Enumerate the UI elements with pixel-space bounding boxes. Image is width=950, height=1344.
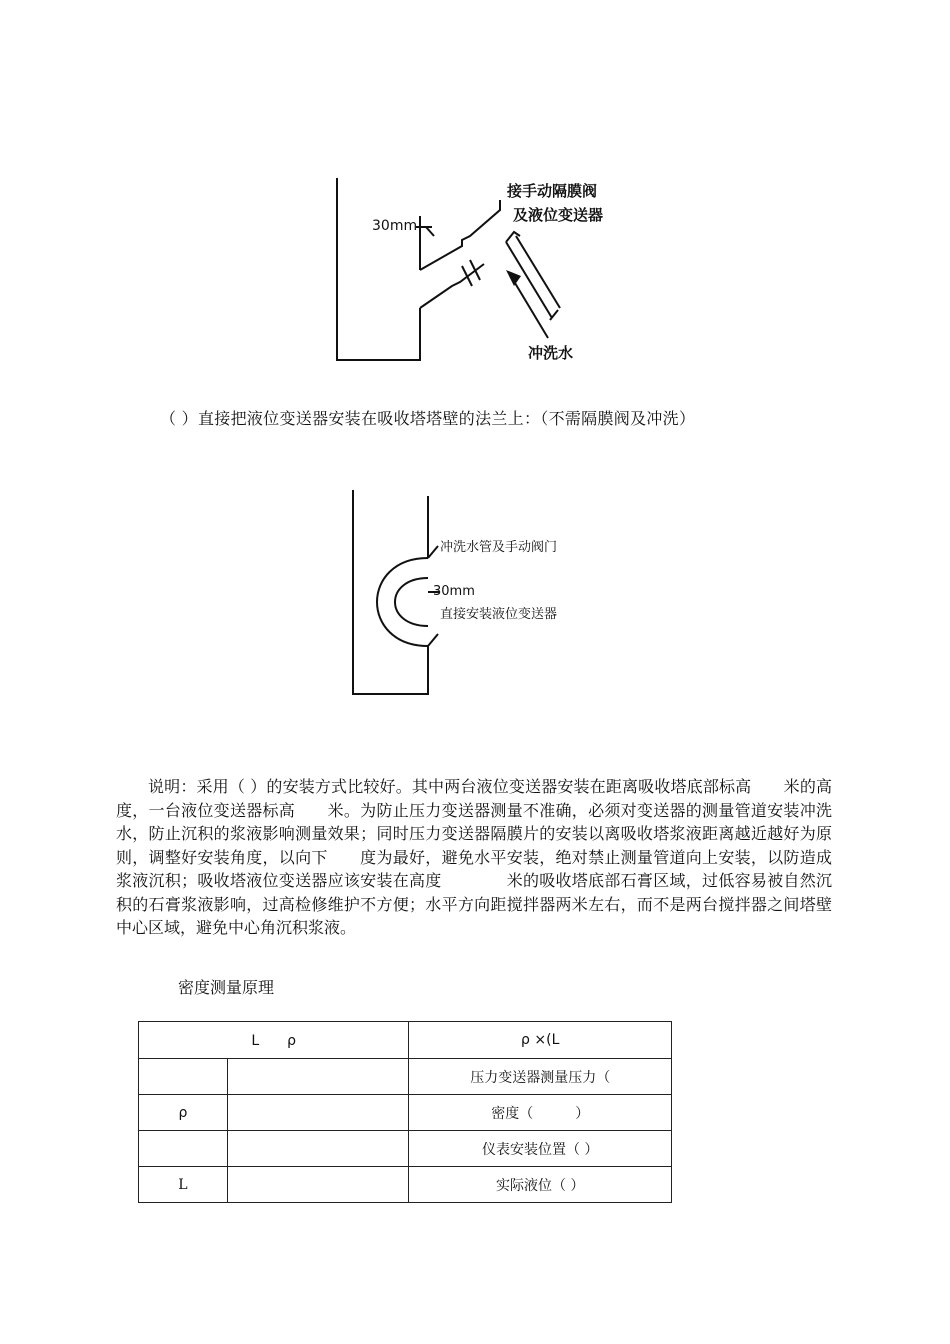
table-row — [139, 1059, 672, 1095]
tower-wall — [353, 490, 428, 694]
explanation-paragraph — [116, 775, 832, 940]
density-heading: 密度测量原理 — [178, 978, 275, 997]
table-cell-empty — [227, 1167, 409, 1203]
table-cell-description: 密度（ ） — [409, 1095, 672, 1131]
table-cell-symbol — [139, 1059, 228, 1095]
dimension-label: 30mm — [372, 218, 418, 234]
table-row — [139, 1095, 672, 1131]
installation-diagram-direct — [340, 488, 600, 700]
dimension-label: 30mm — [433, 584, 475, 599]
table-cell-empty — [227, 1095, 409, 1131]
table-row — [139, 1131, 672, 1167]
installation-diagram-flushed — [320, 170, 650, 370]
table-header-left: L ρ — [139, 1022, 409, 1059]
tower-wall — [337, 178, 420, 360]
table-header-row — [139, 1022, 672, 1059]
figure1-caption: （ ）直接把液位变送器安装在吸收塔塔壁的法兰上：（不需隔膜阀及冲洗） — [160, 409, 696, 428]
density-table — [138, 1021, 672, 1203]
table-cell-description: 实际液位（ ） — [409, 1167, 672, 1203]
table-cell-symbol — [139, 1131, 228, 1167]
table-cell-symbol: ρ — [139, 1095, 228, 1131]
dimension-tick — [416, 227, 434, 236]
table-header-right: ρ ×(L — [409, 1022, 672, 1059]
table-cell-description: 压力变送器测量压力（ — [409, 1059, 672, 1095]
explanation-text: 说明：采用（ ）的安装方式比较好。其中两台液位变送器安装在距离吸收塔底部标高 米的高度，一台液位变送器标高 米。为防止压力变送器测量不准确，必须对变送器的测量管道安装冲洗水，防止沉积的浆液影响测量效果；同时压力变送器隔膜片的安装以离吸收塔浆液距离越近越好为原则，调整好安装角度，以向下 度为最好，避免水平安装，绝对禁止测量管道向上安装，以防造成浆液沉积；吸收塔液位变送器应该安装在高度 米的吸收塔底部石膏区域，过低容易被自然沉积的石膏浆液影响，过高检修维护不方便；水平方向距搅拌器两米左右，而不是两台搅拌器之间塔壁中心区域，避免中心角沉积浆液。 — [116, 777, 832, 937]
flush-pipe-label: 冲洗水管及手动阀门 — [440, 540, 558, 555]
table-cell-empty — [227, 1131, 409, 1167]
table-cell-symbol: L — [139, 1167, 228, 1203]
flange-outer-arc — [377, 558, 428, 646]
table-row — [139, 1167, 672, 1203]
flange-inner-arc — [395, 578, 428, 626]
flow-arrow — [506, 270, 548, 338]
table-cell-description: 仪表安装位置（ ） — [409, 1131, 672, 1167]
connect-label-1: 接手动隔膜阀 — [507, 182, 598, 200]
flush-water-label: 冲洗水 — [528, 344, 574, 362]
direct-mount-label: 直接安装液位变送器 — [440, 607, 558, 622]
table-cell-empty — [227, 1059, 409, 1095]
connect-label-2: 及液位变送器 — [513, 206, 604, 224]
